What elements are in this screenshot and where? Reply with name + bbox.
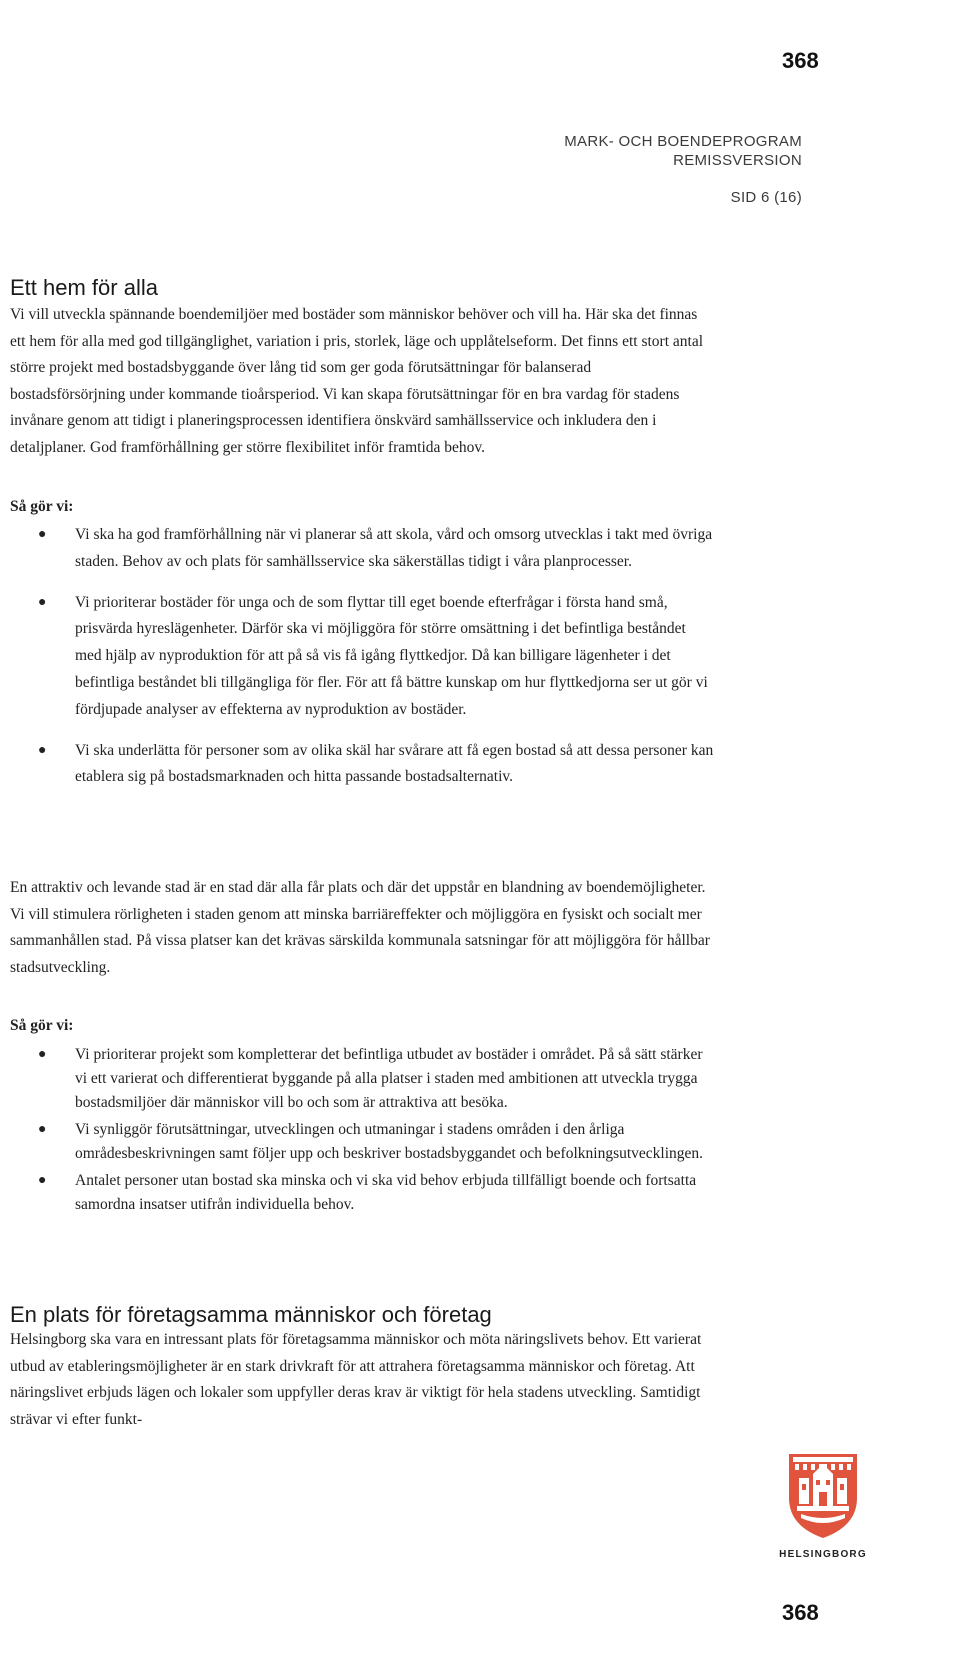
- city-crest-icon: [783, 1448, 863, 1540]
- list-item-text: Vi prioriterar bostäder för unga och de som flyttar till eget boende efterfrågar i första hand små, prisvärda hyreslägenheter. Därför ska vi möjliggöra för större omsättning i det befintliga beståndet med hjälp av nyproduktion för att på så vis få igång flyttkedjor. Då kan billigare lägenheter i det befintliga beståndet bli tillgängliga för fler. För att få bättre kunskap om hur flyttkedjorna ser ut gör vi fördjupade analyser av effekterna av nyproduktion av bostäder.: [75, 593, 708, 718]
- bullet-icon: ●: [38, 1047, 47, 1062]
- list-item-text: Vi ska ha god framförhållning när vi planerar så att skola, vård och omsorg utvecklas i takt med övriga staden. Behov av och plats för samhällsservice ska säkerställas tidigt i våra planprocesser.: [75, 526, 713, 570]
- bullet-icon: ●: [38, 1122, 47, 1137]
- action-list: [38, 522, 715, 805]
- page-number-top: 368: [782, 48, 819, 73]
- bullet-icon: ●: [38, 742, 47, 758]
- logo-wordmark: HELSINGBORG: [779, 1549, 867, 1560]
- list-item: [38, 738, 715, 792]
- action-label-2: Så gör vi:: [10, 1017, 74, 1034]
- helsingborg-logo: [758, 1448, 888, 1560]
- list-item: [38, 1043, 715, 1115]
- section2-intro-paragraph: Helsingborg ska vara en intressant plats för företagsamma människor och möta näringslivets behov. Ett varierat utbud av etableringsmöjligheter är en stark drivkraft för att attrahera företagsamma människor och företag. Att näringslivet erbjuds lägen och lokaler som uppfyller deras krav är viktigt för hela stadens utveckling. Samtidigt strävar vi efter funkt-: [10, 1331, 702, 1428]
- document-version: REMISSVERSION: [673, 152, 802, 169]
- list-item-text: Vi ska underlätta för personer som av olika skäl har svårare att få egen bostad så att dessa personer kan etablera sig på bostadsmarknaden och hitta passande bostadsalternativ.: [75, 741, 714, 786]
- document-title: MARK- OCH BOENDEPROGRAM: [564, 133, 802, 150]
- list-item: [38, 590, 715, 724]
- action-list-2: [38, 1043, 715, 1220]
- section-heading-business: En plats för företagsamma människor och företag: [10, 1302, 492, 1327]
- list-item: [38, 522, 715, 576]
- bullet-icon: ●: [38, 527, 47, 542]
- section-intro-paragraph: Vi vill utveckla spännande boendemiljöer med bostäder som människor behöver och vill ha. Här ska det finnas ett hem för alla med god tillgänglighet, variation i pris, storlek, läge och upplåtelseform. Det finns ett stort antal större projekt med bostadsbyggande över lång tid som ger goda förutsättningar för balanserad bostadsförsörjning under kommande tioårsperiod. Vi kan skapa förutsättningar för en bra vardag för stadens invånare genom att tidigt i planeringsprocessen identifiera önskvärd samhällsservice och inkludera den i detaljplaner. God framförhållning ger större flexibilitet inför framtida behov.: [10, 306, 704, 456]
- page-number-bottom: 368: [782, 1600, 819, 1625]
- list-item-text: Vi synliggör förutsättningar, utvecklingen och utmaningar i stadens områden i den årliga områdesbeskrivningen samt följer upp och beskriver bostadsbyggandet och befolkningsutvecklingen.: [75, 1121, 704, 1162]
- page-reference: SID 6 (16): [730, 189, 802, 206]
- action-label: Så gör vi:: [10, 498, 74, 515]
- bullet-icon: ●: [38, 594, 47, 610]
- list-item-text: Vi prioriterar projekt som kompletterar det befintliga utbudet av bostäder i området. På så sätt stärker vi ett varierat och differentierat byggande på alla platser i staden med ambitionen att utveckla trygga bostadsmiljöer där människor vill bo och som är attraktiva att besöka.: [75, 1046, 703, 1111]
- body-paragraph: En attraktiv och levande stad är en stad där alla får plats och där det uppstår en blandning av boendemöjligheter. Vi vill stimulera rörligheten i staden genom att minska barriäreffekter och möjliggöra en fysiskt och socialt mer sammanhållen stad. På vissa platser kan det krävas särskilda kommunala satsningar för att möjliggöra för hållbar stadsutveckling.: [10, 879, 710, 976]
- list-item: [38, 1169, 715, 1217]
- section-heading-home-for-all: Ett hem för alla: [10, 275, 158, 300]
- list-item-text: Antalet personer utan bostad ska minska och vi ska vid behov erbjuda tillfälligt boende och fortsatta samordna insatser utifrån individuella behov.: [75, 1172, 697, 1213]
- bullet-icon: ●: [38, 1173, 47, 1188]
- list-item: [38, 1118, 715, 1166]
